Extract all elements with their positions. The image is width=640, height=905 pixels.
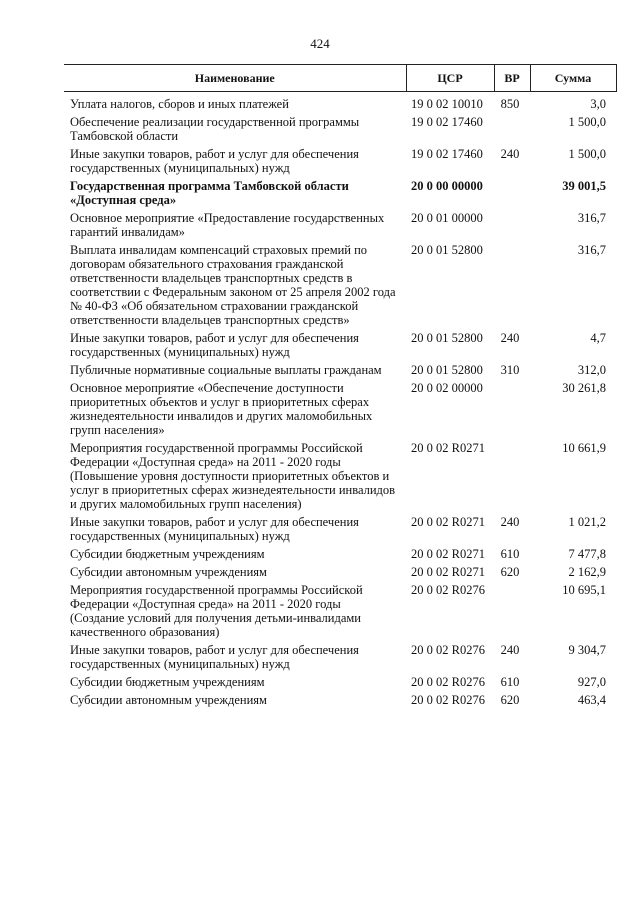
table-row [64,242,616,330]
table-body [64,92,616,711]
row-name: Субсидии бюджетным учреждениям [70,547,265,561]
table-row [64,210,616,242]
row-name: Основное мероприятие «Обеспечение доступности приоритетных объектов и услуг в приоритетных сферах жизнедеятельности инвалидов и других маломобильных групп населения» [70,381,373,437]
page-number: 424 [310,36,330,51]
row-csr: 19 0 02 10010 [411,97,483,111]
row-sum: 39 001,5 [562,179,606,193]
table-row [64,440,616,514]
row-sum: 3,0 [590,97,606,111]
table-row [64,114,616,146]
budget-table [64,64,617,710]
row-csr: 20 0 02 R0271 [411,441,485,455]
row-name: Субсидии автономным учреждениям [70,565,267,579]
row-sum: 312,0 [577,363,606,377]
row-name: Иные закупки товаров, работ и услуг для обеспечения государственных (муниципальных) нужд [70,147,359,175]
row-csr: 20 0 02 R0271 [411,547,485,561]
row-name: Публичные нормативные социальные выплаты гражданам [70,363,382,377]
row-name: Мероприятия государственной программы Российской Федерации «Доступная среда» на 2011 - 2020 годы (Повышение уровня доступности приоритетных объектов и услуг в приоритетных сферах жизнедеятельности инвалидов и других маломобильных групп населения) [70,441,396,511]
row-sum: 4,7 [590,331,606,345]
table-row [64,380,616,440]
row-name: Государственная программа Тамбовской области «Доступная среда» [70,179,349,207]
row-sum: 927,0 [577,675,606,689]
row-vr: 610 [500,547,520,561]
row-vr: 240 [500,515,520,529]
row-vr [494,210,530,242]
table-row [64,362,616,380]
table-row [64,514,616,546]
row-vr [494,242,530,330]
table-row [64,546,616,564]
row-name: Выплата инвалидам компенсаций страховых премий по договорам обязательного страхования гражданской ответственности владельцев транспортных средств в соответствии с Федеральным законом от 25 апреля 2002 года № 40-ФЗ «Об обязательном страховании гражданской ответственности владельцев транспортных средств» [70,243,396,327]
row-csr: 20 0 00 00000 [411,179,483,193]
row-csr: 20 0 02 R0271 [411,565,485,579]
row-sum: 1 500,0 [568,115,606,129]
row-sum: 316,7 [577,211,606,225]
table-header [64,65,616,92]
table-row [64,178,616,210]
table-row [64,582,616,642]
table-row [64,330,616,362]
row-csr: 20 0 02 R0276 [411,693,485,707]
row-name: Субсидии бюджетным учреждениям [70,675,265,689]
header-sum: Сумма [530,65,616,92]
table-row [64,564,616,582]
row-csr: 20 0 02 00000 [411,381,483,395]
row-name: Мероприятия государственной программы Российской Федерации «Доступная среда» на 2011 - 2020 годы (Создание условий для получения детьми-инвалидами качественного образования) [70,583,363,639]
row-vr: 620 [500,693,520,707]
row-vr [494,114,530,146]
row-vr [494,178,530,210]
row-vr: 310 [500,363,520,377]
row-sum: 463,4 [577,693,606,707]
row-sum: 1 500,0 [568,147,606,161]
row-name: Иные закупки товаров, работ и услуг для обеспечения государственных (муниципальных) нужд [70,643,359,671]
header-name: Наименование [64,65,406,92]
row-vr [494,440,530,514]
row-name: Основное мероприятие «Предоставление государственных гарантий инвалидам» [70,211,385,239]
row-sum: 9 304,7 [568,643,606,657]
row-sum: 1 021,2 [568,515,606,529]
row-csr: 20 0 01 52800 [411,363,483,377]
row-name: Обеспечение реализации государственной программы Тамбовской области [70,115,360,143]
table-row [64,642,616,674]
row-sum: 316,7 [577,243,606,257]
row-sum: 30 261,8 [562,381,606,395]
row-csr: 20 0 01 52800 [411,243,483,257]
row-csr: 20 0 02 R0276 [411,643,485,657]
header-csr: ЦСР [406,65,494,92]
row-sum: 10 695,1 [562,583,606,597]
row-sum: 10 661,9 [562,441,606,455]
row-vr: 240 [500,643,520,657]
row-csr: 19 0 02 17460 [411,147,483,161]
row-vr: 240 [500,331,520,345]
table-row [64,92,616,115]
row-csr: 19 0 02 17460 [411,115,483,129]
row-name: Иные закупки товаров, работ и услуг для обеспечения государственных (муниципальных) нужд [70,331,359,359]
row-csr: 20 0 02 R0276 [411,675,485,689]
row-csr: 20 0 01 00000 [411,211,483,225]
table-row [64,674,616,692]
row-name: Уплата налогов, сборов и иных платежей [70,97,289,111]
table-row [64,146,616,178]
row-sum: 2 162,9 [568,565,606,579]
row-vr: 240 [500,147,520,161]
header-vr: ВР [494,65,530,92]
row-csr: 20 0 02 R0271 [411,515,485,529]
row-vr: 850 [500,97,520,111]
row-name: Иные закупки товаров, работ и услуг для обеспечения государственных (муниципальных) нужд [70,515,359,543]
row-name: Субсидии автономным учреждениям [70,693,267,707]
row-csr: 20 0 02 R0276 [411,583,485,597]
row-sum: 7 477,8 [568,547,606,561]
row-vr [494,380,530,440]
row-vr: 610 [500,675,520,689]
table-row [64,692,616,710]
row-csr: 20 0 01 52800 [411,331,483,345]
row-vr: 620 [500,565,520,579]
row-vr [494,582,530,642]
